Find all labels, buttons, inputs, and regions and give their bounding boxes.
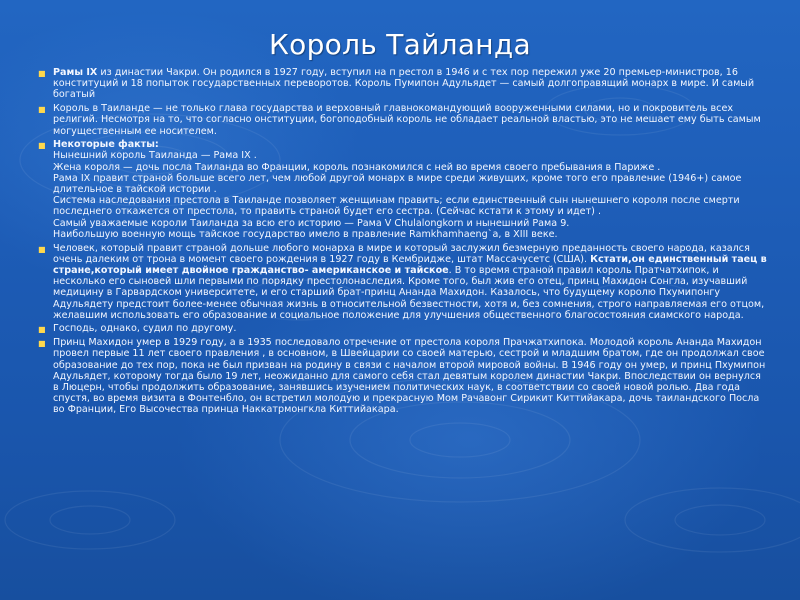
paragraph-facts xyxy=(38,139,768,240)
paragraph-bold-citizenship: Кстати,он единственный таец в стране,который имеет двойное гражданство- американское и тайское xyxy=(53,253,767,276)
fact-line: Система наследования престола в Таиланде позволяет женщинам править; если единственный сын нынешнего короля после смерти последнего откажется от престола, то править страной будет его сестра. (Сейчас кстати к этому и идет) . xyxy=(53,195,740,218)
square-bullet-icon: ■ xyxy=(38,244,46,254)
slide-title: Король Тайланда xyxy=(268,28,532,61)
slide-body xyxy=(38,67,768,418)
square-bullet-icon: ■ xyxy=(38,141,46,151)
paragraph-birth-and-youth xyxy=(38,243,768,321)
paragraph-bold-lead: Рамы IX xyxy=(53,67,98,78)
fact-line: Жена короля — дочь посла Таиланда во Франции, король познакомился с ней во время своего пребывания в Париже . xyxy=(53,161,661,173)
paragraph-rama-ix-intro xyxy=(38,67,768,101)
paragraph-succession xyxy=(38,337,768,415)
paragraph-fate xyxy=(38,323,768,334)
fact-line: Нынешний король Таиланда — Рама IX . xyxy=(53,150,257,162)
paragraph-text: из династии Чакри. Он родился в 1927 году, вступил на п рестол в 1946 и с тех пор пережил уже 20 премьер-министров, 16 конституций и 18 попыток государственных переворотов. Король Пумипон Адульядет — самый долгоправящий монарх в мире. И самый богатый xyxy=(53,67,755,101)
square-bullet-icon: ■ xyxy=(38,339,46,349)
fact-line: Наибольшую военную мощь тайское государство имело в правление Ramkhamhaeng`a, в XIII веке. xyxy=(53,228,558,240)
paragraph-text: Принц Махидон умер в 1929 году, а в 1935 последовало отречение от престола короля Прачжатхипока. Молодой король Ананда Махидон провел первые 11 лет своего правления , в основном, в Швейцарии со своей матерью, сестрой и младшим братом, где он продолжал свое образование до тех пор, пока не был призван на родину в связи с началом второй мировой войны. В 1946 году он умер, и принц Пхумипон Адульядет, которому тогда было 19 лет, неожиданно для самого себя стал девятым королем династии Чакри. Впоследствии он вернулся в Люцерн, чтобы продолжить образование, занявшись изучением политических наук, в соответствии со своей новой ролью. Два года спустя, во время визита в Фонтенбло, он встретил молодую и прекрасную Мом Рачавонг Сирикит Киттийакара, дочь таиландского Посла во Франции, Его Высочества принца Наккатрмонгкла Киттийакара. xyxy=(53,337,766,416)
facts-heading: Некоторые факты: xyxy=(53,139,159,151)
square-bullet-icon: ■ xyxy=(38,325,46,335)
square-bullet-icon: ■ xyxy=(38,105,46,115)
paragraph-text: Король в Таиланде — не только глава государства и верховный главнокомандующий вооруженными силами, но и покровитель всех религий. Несмотря на то, что согласно онституции, богоподобный король не обладает реальной властью, это не мешает ему быть самым могущественным ее носителем. xyxy=(53,103,761,137)
fact-line: Рама IX правит страной больше всего лет, чем любой другой монарх в мире среди живущих, кроме того его правление (1946+) самое длительное в тайской истории . xyxy=(53,172,742,196)
paragraph-text: . В то время страной правил король Пратчатхипок, и несколько его сыновей шли первыми по порядку престолонаследия. Кроме того, был жив его отец, принц Махидон Сонгла, изучавший медицину в Гарвардском университете, и его старший брат-принц Ананда Махидон. Казалось, что будущему королю Пхумипонгу Адульядету предстоит более-менее обычная жизнь в относительной безвестности, хотя и, без сомнения, строго направляемая его отцом, желавшим использовать его образование и социальное положение для улучшения общественного благосостояния сиамского народа. xyxy=(53,264,765,321)
fact-line: Самый уважаемые короли Таиланда за всю его историю — Рама V Chulalongkorn и нынешний Рама 9. xyxy=(53,217,570,229)
paragraph-text: Господь, однако, судил по другому. xyxy=(53,323,237,335)
paragraph-king-role xyxy=(38,103,768,137)
square-bullet-icon: ■ xyxy=(38,69,46,78)
paragraph-text: Человек, который правит страной дольше любого монарха в мире и который заслужил безмерную преданность своего народа, казался очень далеким от трона в момент своего рождения в 1927 году в Кембридже, штат Массачусетс (США). xyxy=(53,242,750,265)
